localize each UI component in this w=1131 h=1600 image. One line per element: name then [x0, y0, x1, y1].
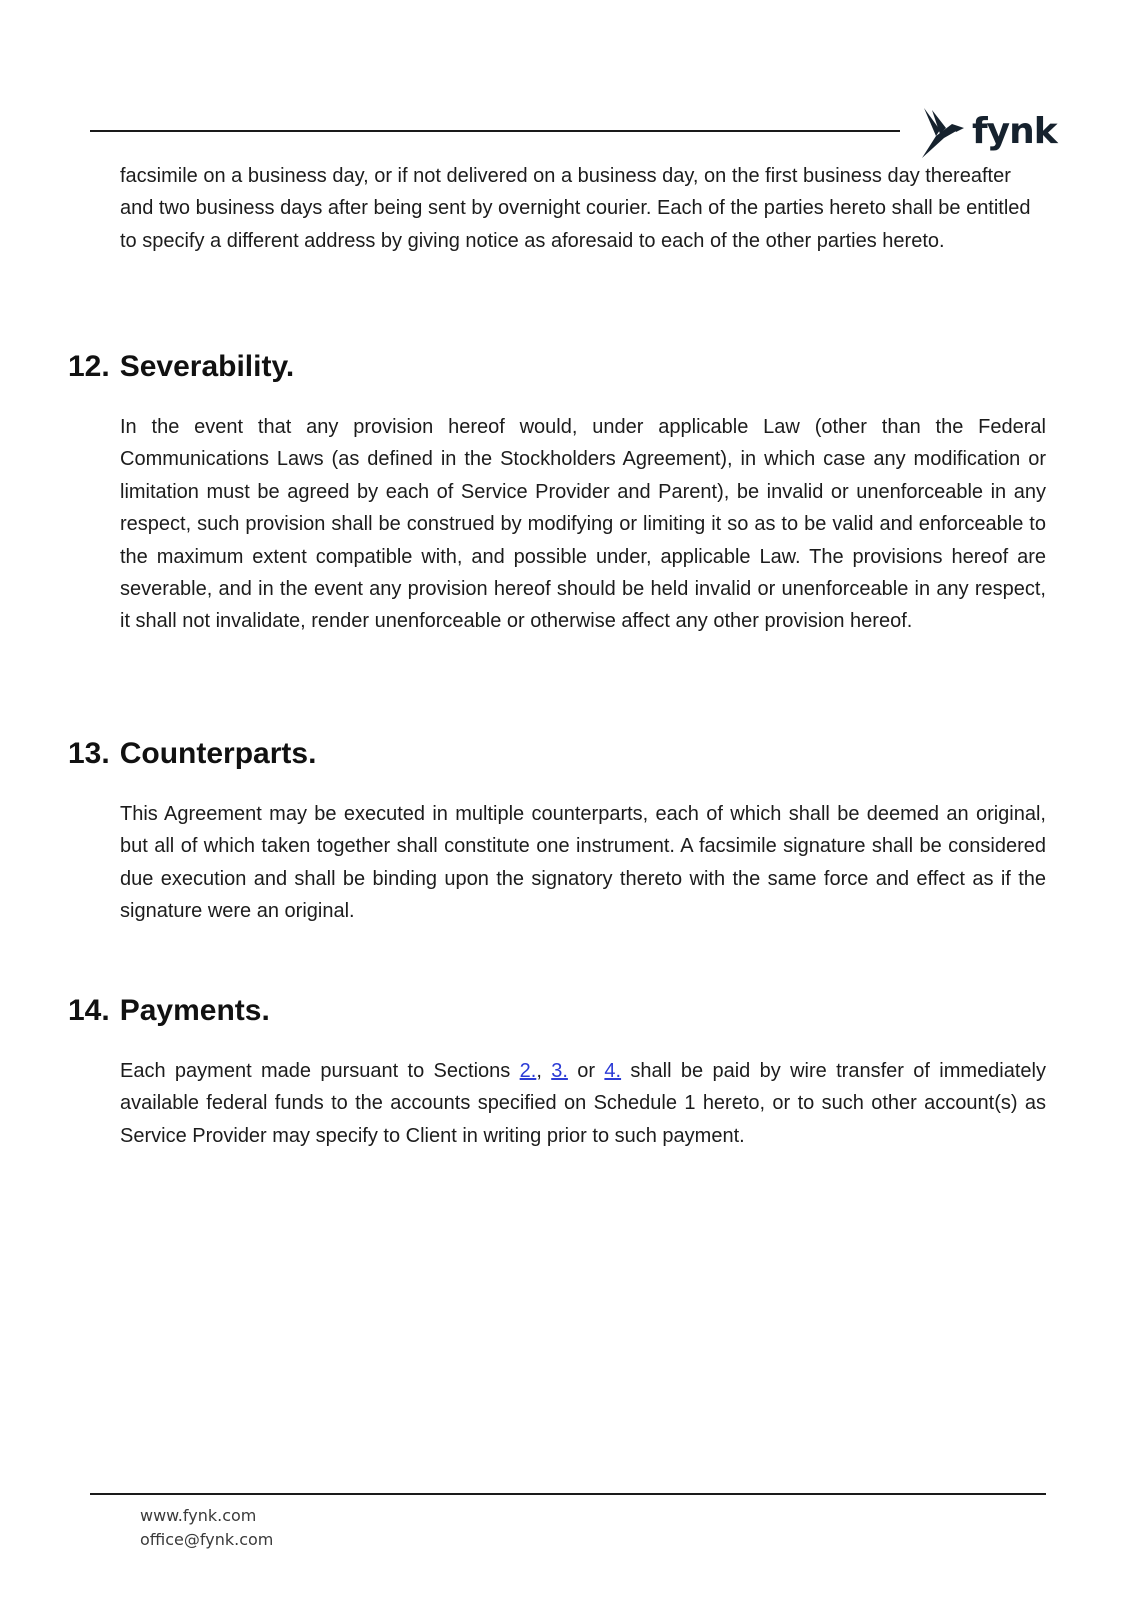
- bird-icon: [922, 108, 968, 160]
- section-number: 13.: [68, 737, 110, 770]
- section-title: Payments.: [119, 994, 270, 1027]
- section-title: Counterparts.: [119, 737, 317, 770]
- footer-divider: [90, 1493, 1046, 1495]
- section-link-2[interactable]: 2.: [519, 1060, 537, 1082]
- body-suffix: shall be paid by wire transfer of immediately available federal funds to the accounts specified on Schedule 1 hereto, or to such other account(s) as Service Provider may specify to Client in writing prior to such payment.: [120, 1060, 1046, 1147]
- fynk-logo: [922, 106, 1057, 162]
- section-13-body: This Agreement may be executed in multiple counterparts, each of which shall be deemed an original, but all of which taken together shall constitute one instrument. A facsimile signature shall be considered due execution and shall be binding upon the signatory thereto with the same force and effect as if the signature were an original.: [120, 803, 1046, 923]
- separator: or: [567, 1060, 605, 1082]
- section-link-4[interactable]: 4.: [604, 1060, 622, 1082]
- intro-paragraph: facsimile on a business day, or if not delivered on a business day, on the first business day thereafter and two business days after being sent by overnight courier. Each of the parties hereto shall be entitled to specify a different address by giving notice as aforesaid to each of the other parties hereto.: [120, 165, 1031, 252]
- section-12-heading: [68, 350, 294, 384]
- header-divider: [90, 130, 900, 132]
- separator: ,: [536, 1060, 552, 1082]
- body-prefix: Each payment made pursuant to Sections: [120, 1060, 520, 1082]
- section-14-body: [120, 1055, 1046, 1152]
- section-link-3[interactable]: 3.: [551, 1060, 568, 1082]
- section-title: Severability.: [119, 350, 295, 383]
- section-number: 12.: [68, 350, 110, 383]
- section-number: 14.: [68, 994, 110, 1027]
- section-12-body: In the event that any provision hereof would, under applicable Law (other than the Federal Communications Laws (as defined in the Stockholders Agreement), in which case any modification or limitation must be agreed by each of Service Provider and Parent), be invalid or unenforceable in any respect, such provision shall be construed by modifying or limiting it so as to be valid and enforceable to the maximum extent compatible with, and possible under, applicable Law. The provisions hereof are severable, and in the event any provision hereof should be held invalid or unenforceable in any respect, it shall not invalidate, render unenforceable or otherwise affect any other provision hereof.: [120, 416, 1046, 633]
- footer-email[interactable]: office@fynk.com: [140, 1530, 274, 1549]
- section-14-heading: [68, 994, 270, 1028]
- section-13-heading: [68, 737, 316, 771]
- logo-wordmark: fynk: [972, 110, 1057, 152]
- footer-website[interactable]: www.fynk.com: [140, 1506, 257, 1525]
